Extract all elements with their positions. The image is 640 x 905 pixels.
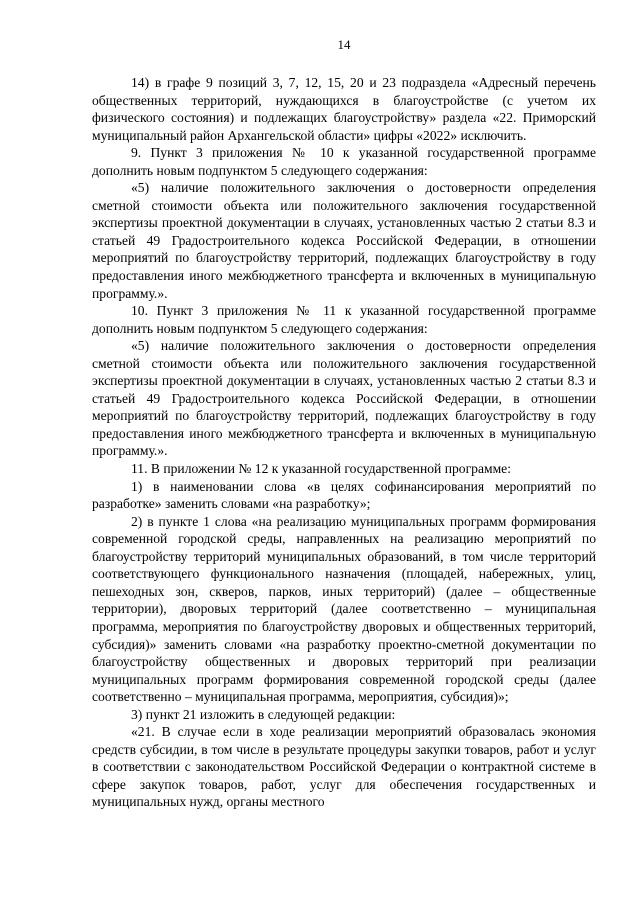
paragraph-section-11-item-3: 3) пункт 21 изложить в следующей редакции: — [131, 706, 396, 722]
document-body — [92, 74, 596, 811]
paragraph-section-10: 10. Пункт 3 приложения № 11 к указанной государственной программе дополнить новым подпунктом 5 следующего содержания: — [92, 303, 596, 336]
paragraph-section-11: 11. В приложении № 12 к указанной государственной программе: — [131, 461, 511, 477]
paragraph-section-11-item-2: 2) в пункте 1 слова «на реализацию муниципальных программ формирования современной городской среды, направленных на реализацию мероприятий по благоустройству территорий муниципальных образований, в том числе территорий соответствующего функционального назначения (площадей, набережных, улиц, пешеходных зон, скверов, парков, иных территорий) (далее – общественные территории), дворовых территорий (далее соответственно – муниципальная программа, мероприятия по благоустройству дворовых и общественных территорий, субсидия)» заменить словами «на разработку проектно-сметной документации по благоустройству общественных и дворовых территорий при реализации муниципальных программ формирования современной городской среды (далее соответственно – муниципальная программа, мероприятия, субсидия)»; — [92, 513, 596, 705]
paragraph-section-10-quote: «5) наличие положительного заключения о достоверности определения сметной стоимости объекта или положительного заключения государственной экспертизы проектной документации в случаях, установленных частью 2 статьи 8.3 и статьей 49 Градостроительного кодекса Российской Федерации, в отношении мероприятий по благоустройству территорий, подлежащих благоустройству в году предоставления иного межбюджетного трансферта и включенных в муниципальную программу.». — [92, 338, 596, 459]
paragraph-section-9: 9. Пункт 3 приложения № 10 к указанной государственной программе дополнить новым подпунктом 5 следующего содержания: — [92, 145, 596, 178]
paragraph-section-11-item-1: 1) в наименовании слова «в целях софинансирования мероприятий по разработке» заменить словами «на разработку»; — [92, 478, 596, 512]
page-number: 14 — [337, 37, 351, 52]
paragraph-14-item: 14) в графе 9 позиций 3, 7, 12, 15, 20 и 23 подраздела «Адресный перечень общественных территорий, нуждающихся в благоустройстве (с учетом их физического состояния) и подлежащих благоустройству» раздела «22. Приморский муниципальный район Архангельской области» цифры «2022» исключить. — [92, 75, 596, 143]
paragraph-point-21-quote: «21. В случае если в ходе реализации мероприятий образовалась экономия средств субсидии, в том числе в результате процедуры закупки товаров, работ и услуг в соответствии с законодательством Российской Федерации о контрактной системе в сфере закупок товаров, работ, услуг для обеспечения государственных и муниципальных нужд, органы местного — [92, 724, 596, 810]
paragraph-section-9-quote: «5) наличие положительного заключения о достоверности определения сметной стоимости объекта или положительного заключения государственной экспертизы проектной документации в случаях, установленных частью 2 статьи 8.3 и статьей 49 Градостроительного кодекса Российской Федерации, в отношении мероприятий по благоустройству территорий, подлежащих благоустройству в году предоставления иного межбюджетного трансферта и включенных в муниципальную программу.». — [92, 180, 596, 301]
